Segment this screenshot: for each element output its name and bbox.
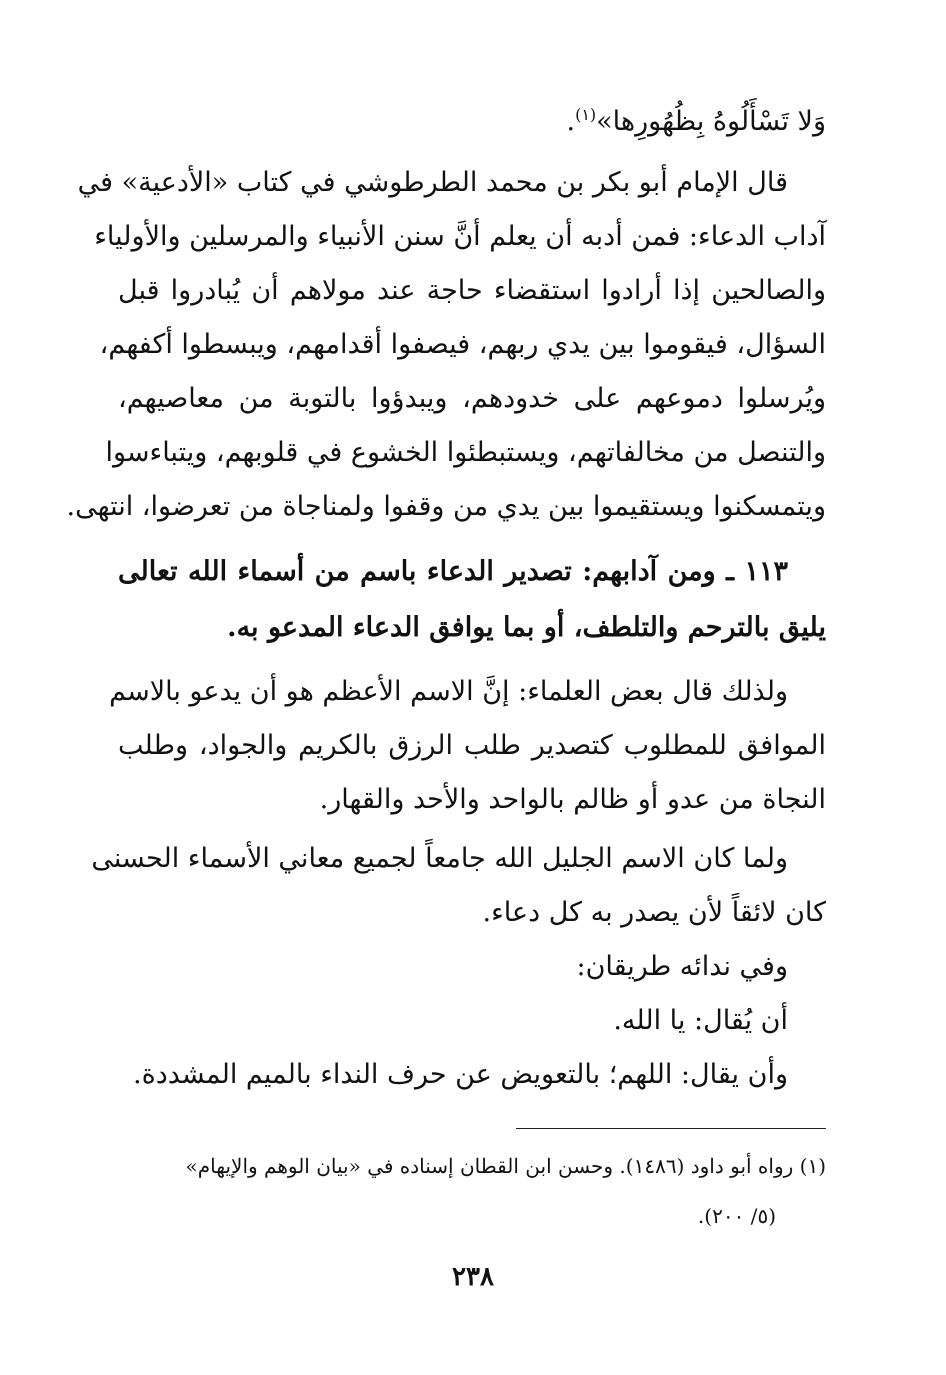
paragraph-line: النجاة من عدو أو ظالم بالواحد والأحد والقهار. bbox=[319, 784, 826, 815]
paragraph-line: وفي ندائه طريقان: bbox=[576, 951, 788, 982]
footnote-line: (١) رواه أبو داود (١٤٨٦). وحسن ابن القطان إسناده في «بيان الوهم والإيهام» bbox=[185, 1154, 826, 1178]
paragraph-line: ولما كان الاسم الجليل الله جامعاً لجميع معاني الأسماء الحسنى bbox=[91, 843, 788, 874]
paragraph-line: ويتمسكنوا ويستقيموا بين يدي من وقفوا ولمناجاة من تعرضوا، انتهى. bbox=[66, 491, 826, 522]
paragraph-line: كان لائقاً لأن يصدر به كل دعاء. bbox=[482, 897, 826, 928]
page-number: ٢٣٨ bbox=[452, 1262, 494, 1292]
paragraph-line: والتنصل من مخالفاتهم، ويستبطئوا الخشوع في قلوبهم، ويتباءسوا bbox=[105, 437, 826, 468]
paragraph-line: السؤال، فيقوموا بين يدي ربهم، فيصفوا أقدامهم، ويبسطوا أكفهم، bbox=[99, 329, 826, 360]
verse-text: وَلا تَسْأَلُوهُ بِظُهُورِها» bbox=[596, 106, 826, 137]
paragraph-line: ويُرسلوا دموعهم على خدودهم، ويبدؤوا بالتوبة من معاصيهم، bbox=[118, 383, 826, 414]
quran-verse-line bbox=[118, 95, 826, 149]
paragraph-line: قال الإمام أبو بكر بن محمد الطرطوشي في كتاب «الأدعية» في bbox=[77, 167, 788, 198]
paragraph-line: ولذلك قال بعض العلماء: إنَّ الاسم الأعظم هو أن يدعو بالاسم bbox=[109, 676, 788, 707]
paragraph-line: آداب الدعاء: فمن أدبه أن يعلم أنَّ سنن الأنبياء والمرسلين والأولياء bbox=[94, 221, 826, 252]
footnote-divider bbox=[516, 1128, 826, 1129]
footnote-reference: (١) bbox=[575, 105, 597, 124]
section-heading-line: ١١٣ ـ ومن آدابهم: تصدير الدعاء باسم من أسماء الله تعالى bbox=[118, 556, 788, 587]
paragraph-line: أن يُقال: يا الله. bbox=[613, 1005, 788, 1036]
paragraph-line: الموافق للمطلوب كتصدير طلب الرزق بالكريم والجواد، وطلب bbox=[118, 730, 826, 761]
footnote-line: (٥/ ٢٠٠). bbox=[697, 1204, 776, 1228]
verse-end: . bbox=[566, 106, 576, 137]
section-heading-line: يليق بالترحم والتلطف، أو بما يوافق الدعاء المدعو به. bbox=[227, 612, 826, 643]
paragraph-line: وأن يقال: اللهم؛ بالتعويض عن حرف النداء بالميم المشددة. bbox=[132, 1059, 788, 1090]
paragraph-line: والصالحين إذا أرادوا استقضاء حاجة عند مولاهم أن يُبادروا قبل bbox=[118, 275, 826, 306]
